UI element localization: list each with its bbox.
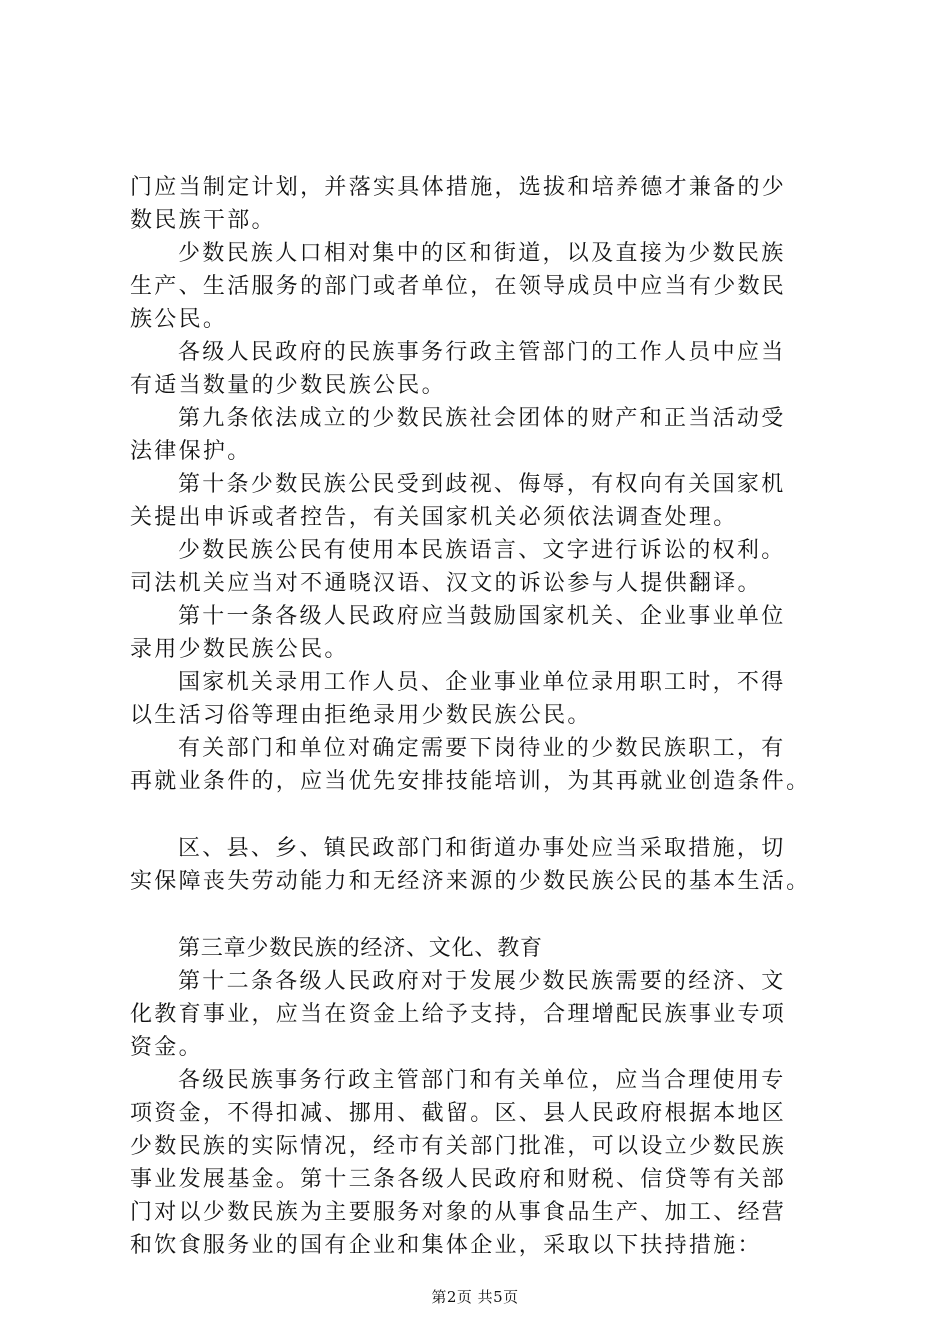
text-line: 国家机关录用工作人员、企业事业单位录用职工时，不得: [178, 670, 786, 695]
text-line: 有关部门和单位对确定需要下岗待业的少数民族职工，有: [178, 736, 786, 761]
text-line: 数民族干部。: [130, 208, 276, 233]
text-line: 有适当数量的少数民族公民。: [130, 373, 446, 398]
text-line: 族公民。: [130, 307, 228, 332]
text-line: 事业发展基金。第十三条各级人民政府和财税、信贷等有关部: [130, 1167, 787, 1192]
text-line: 录用少数民族公民。: [130, 637, 349, 662]
text-line: 实保障丧失劳动能力和无经济来源的少数民族公民的基本生活。: [130, 869, 811, 894]
text-line: 区、县、乡、镇民政部门和街道办事处应当采取措施，切: [178, 836, 786, 861]
text-line: 生产、生活服务的部门或者单位，在领导成员中应当有少数民: [130, 274, 787, 299]
text-line: 和饮食服务业的国有企业和集体企业，采取以下扶持措施：: [130, 1233, 762, 1258]
text-line: 少数民族公民有使用本民族语言、文字进行诉讼的权利。: [178, 538, 786, 563]
chapter-heading: 第三章少数民族的经济、文化、教育: [178, 936, 543, 961]
text-line: 第十条少数民族公民受到歧视、侮辱，有权向有关国家机: [178, 472, 786, 497]
text-line: 第九条依法成立的少数民族社会团体的财产和正当活动受: [178, 406, 786, 431]
text-line: 门应当制定计划，并落实具体措施，选拔和培养德才兼备的少: [130, 175, 787, 200]
text-line: 再就业条件的，应当优先安排技能培训，为其再就业创造条件。: [130, 769, 811, 794]
blank-line: [130, 898, 840, 932]
text-line: 第十二条各级人民政府对于发展少数民族需要的经济、文: [178, 969, 786, 994]
text-line: 第十一条各级人民政府应当鼓励国家机关、企业事业单位: [178, 604, 786, 629]
page-footer: 第2页 共5页: [431, 1288, 519, 1306]
text-line: 各级民族事务行政主管部门和有关单位，应当合理使用专: [178, 1068, 786, 1093]
text-line: 以生活习俗等理由拒绝录用少数民族公民。: [130, 703, 592, 728]
text-line: 法律保护。: [130, 439, 252, 464]
text-line: 少数民族人口相对集中的区和街道，以及直接为少数民族: [178, 241, 786, 266]
text-line: 少数民族的实际情况，经市有关部门批准，可以设立少数民族: [130, 1134, 787, 1159]
text-line: 化教育事业，应当在资金上给予支持，合理增配民族事业专项: [130, 1002, 787, 1027]
text-line: 项资金，不得扣减、挪用、截留。区、县人民政府根据本地区: [130, 1101, 787, 1126]
text-line: 各级人民政府的民族事务行政主管部门的工作人员中应当: [178, 340, 786, 365]
text-line: 门对以少数民族为主要服务对象的从事食品生产、加工、经营: [130, 1200, 787, 1225]
text-line: 资金。: [130, 1035, 203, 1060]
text-line: 司法机关应当对不通晓汉语、汉文的诉讼参与人提供翻译。: [130, 571, 762, 596]
document-body: [130, 171, 840, 1262]
text-line: 关提出申诉或者控告，有关国家机关必须依法调查处理。: [130, 505, 738, 530]
blank-line: [130, 798, 840, 832]
